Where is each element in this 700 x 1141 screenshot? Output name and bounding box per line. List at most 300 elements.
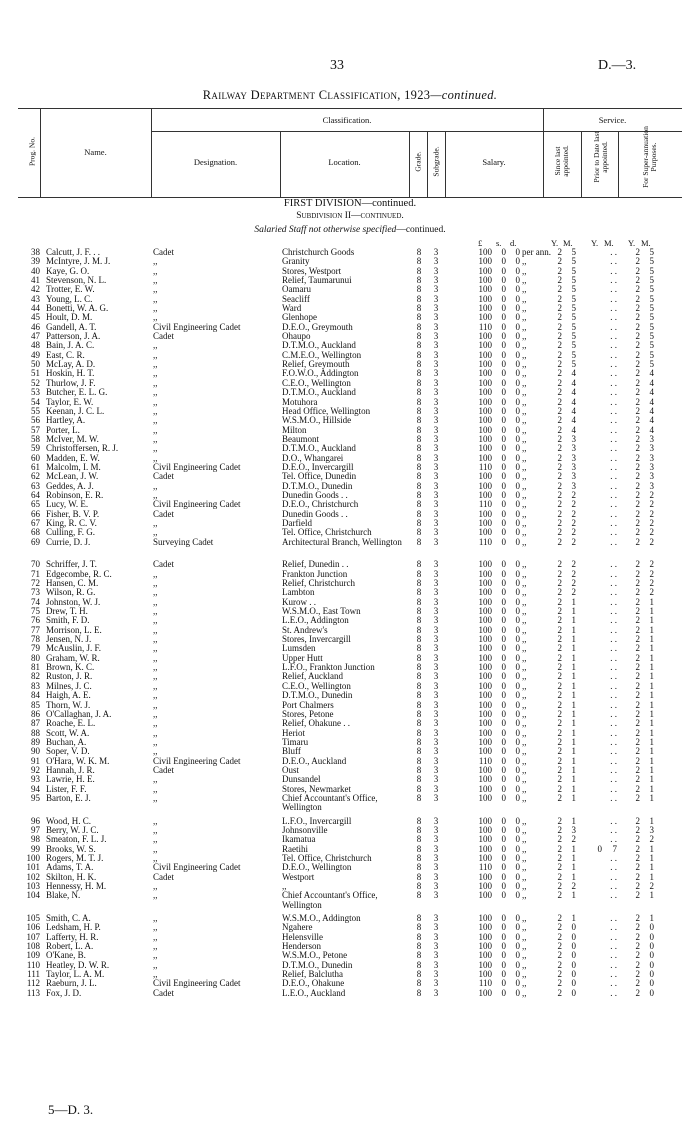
salary-pence-cell: 0 [515, 922, 520, 933]
table-row [0, 285, 700, 294]
salary-pence-cell: 0 [515, 913, 520, 924]
designation-cell: ,, [153, 914, 158, 924]
salary-shillings-cell: 0 [501, 853, 506, 863]
grade-cell: 8 [416, 931, 422, 942]
per-annum-cell: ,, [522, 303, 527, 314]
designation-cell: ,, [153, 285, 158, 295]
prior-months-cell: . . [610, 559, 617, 570]
salary-shillings-cell: 0 [501, 690, 506, 701]
super-months-cell: 1 [649, 871, 654, 882]
name-cell: Robinson, E. R. [46, 490, 104, 500]
prog-no-cell: 84 [31, 690, 40, 701]
designation-cell: ,, [153, 579, 158, 589]
designation-cell: Civil Engineering Cadet [153, 462, 241, 472]
super-years-cell: 2 [635, 834, 640, 845]
grade-cell: 8 [416, 652, 422, 663]
since-years-cell: 2 [557, 708, 562, 719]
grade-cell: 8 [416, 517, 422, 528]
prior-months-cell: . . [610, 690, 617, 701]
grade-cell: 8 [416, 615, 422, 626]
since-months-cell: 2 [571, 578, 576, 589]
per-annum-cell: ,, [522, 624, 527, 635]
table-row [0, 444, 700, 453]
salary-pence-cell: 0 [515, 881, 520, 892]
per-annum-cell: ,, [522, 862, 527, 873]
subgrade-cell: 3 [433, 792, 439, 803]
salary-shillings-cell: 0 [501, 256, 506, 267]
super-years-cell: 2 [635, 377, 640, 388]
since-months-cell: 0 [571, 969, 576, 980]
prior-months-cell: . . [610, 680, 617, 691]
name-cell: Berry, W. J. C. [46, 825, 99, 835]
location-cell: C.M.E.O., Wellington [282, 349, 362, 360]
super-months-cell: 2 [649, 508, 654, 519]
per-annum-cell: ,, [522, 643, 527, 654]
per-annum-cell: ,, [522, 913, 527, 924]
per-annum-cell: ,, [522, 718, 527, 729]
super-years-cell: 2 [635, 890, 640, 901]
prior-months-cell: . . [610, 596, 617, 607]
prog-no-cell: 68 [31, 527, 40, 538]
salary-pounds-cell: 100 [478, 340, 492, 351]
subgrade-cell: 3 [433, 746, 439, 757]
grade-cell: 8 [416, 368, 422, 379]
since-years-cell: 2 [557, 941, 562, 952]
name-cell: O'Hara, W. K. M. [46, 756, 110, 766]
title-continued: —continued. [430, 88, 498, 102]
location-cell: Heriot [282, 727, 305, 738]
salary-pounds-cell: 100 [478, 950, 492, 961]
table-row [0, 482, 700, 491]
name-cell: King, R. C. V. [46, 518, 97, 528]
grade-cell: 8 [416, 349, 422, 360]
per-annum-cell: ,, [522, 764, 527, 775]
header-location: Location. [328, 157, 361, 167]
per-annum-cell: ,, [522, 461, 527, 472]
since-years-cell: 2 [557, 377, 562, 388]
location-cell: Motuhora [282, 396, 318, 407]
super-months-cell: 3 [649, 433, 654, 444]
salary-pence-cell: 0 [515, 774, 520, 785]
salary-pence-cell: 0 [515, 652, 520, 663]
since-years-cell: 2 [557, 405, 562, 416]
since-months-cell: 1 [571, 913, 576, 924]
salary-pounds-cell: 100 [478, 969, 492, 980]
salary-shillings-cell: 0 [501, 471, 506, 482]
per-annum-cell: ,, [522, 699, 527, 710]
subgrade-cell: 3 [433, 303, 439, 314]
grade-cell: 8 [416, 959, 422, 970]
unit-years-super: Y. [628, 238, 636, 248]
staff-heading-italic: Salaried Staff not otherwise specified [254, 225, 397, 235]
location-cell: L.F.O., Frankton Junction [282, 662, 375, 673]
table-row [0, 560, 700, 569]
subgrade-cell: 3 [433, 727, 439, 738]
super-years-cell: 2 [635, 499, 640, 510]
since-years-cell: 2 [557, 671, 562, 682]
since-months-cell: 3 [571, 461, 576, 472]
grade-cell: 8 [416, 871, 422, 882]
name-cell: Raeburn, J. L. [46, 979, 97, 989]
subgrade-cell: 3 [433, 331, 439, 342]
designation-cell: ,, [153, 932, 158, 942]
designation-cell: ,, [153, 369, 158, 379]
name-cell: Young, L. C. [46, 294, 93, 304]
super-years-cell: 2 [635, 559, 640, 570]
super-months-cell: 5 [649, 349, 654, 360]
prog-no-cell: 51 [31, 368, 40, 379]
prog-no-cell: 85 [31, 699, 40, 710]
name-cell: Taylor, L. A. M. [46, 970, 105, 980]
prior-months-cell: . . [610, 359, 617, 370]
name-cell: Roache, E. L. [46, 719, 96, 729]
grade-cell: 8 [416, 480, 422, 491]
header-rule [581, 131, 582, 197]
header-rule [409, 131, 410, 197]
salary-shillings-cell: 0 [501, 978, 506, 989]
since-years-cell: 2 [557, 443, 562, 454]
prog-no-cell: 66 [31, 508, 40, 519]
super-years-cell: 2 [635, 443, 640, 454]
salary-pounds-cell: 100 [478, 508, 492, 519]
location-cell: Relief, Christchurch [282, 578, 355, 589]
header-name: Name. [84, 147, 107, 157]
location-cell: W.S.M.O., East Town [282, 606, 361, 617]
salary-shillings-cell: 0 [501, 443, 506, 454]
salary-pence-cell: 0 [515, 247, 520, 257]
grade-cell: 8 [416, 853, 422, 863]
subgrade-cell: 3 [433, 978, 439, 989]
designation-cell: ,, [153, 528, 158, 538]
table-row [0, 942, 700, 951]
salary-pounds-cell: 100 [478, 489, 492, 500]
super-months-cell: 2 [649, 536, 654, 547]
salary-pence-cell: 0 [515, 671, 520, 682]
salary-pence-cell: 0 [515, 755, 520, 766]
location-cell: D.T.M.O., Auckland [282, 340, 356, 351]
prior-months-cell: . . [610, 881, 617, 892]
super-years-cell: 2 [635, 774, 640, 785]
grade-cell: 8 [416, 824, 422, 835]
super-months-cell: 3 [649, 452, 654, 463]
prog-no-cell: 103 [26, 881, 40, 892]
location-cell: W.S.M.O., Hillside [282, 415, 352, 426]
table-row [0, 757, 700, 766]
per-annum-cell: ,, [522, 824, 527, 835]
name-cell: East, C. R. [46, 350, 85, 360]
super-years-cell: 2 [635, 862, 640, 873]
salary-shillings-cell: 0 [501, 275, 506, 286]
per-annum-cell: ,, [522, 634, 527, 645]
super-years-cell: 2 [635, 708, 640, 719]
subgrade-cell: 3 [433, 508, 439, 519]
super-months-cell: 1 [649, 815, 654, 826]
location-cell: Dunsandel [282, 774, 321, 785]
since-months-cell: 5 [571, 340, 576, 351]
salary-pounds-cell: 100 [478, 349, 492, 360]
super-months-cell: 1 [649, 671, 654, 682]
location-cell: Architectural Branch, Wellington [282, 536, 402, 547]
location-cell: Johnsonville [282, 824, 328, 835]
salary-shillings-cell: 0 [501, 568, 506, 579]
name-cell: Brooks, W. S. [46, 844, 96, 854]
header-salary: Salary. [482, 157, 506, 167]
salary-pounds-cell: 100 [478, 424, 492, 435]
designation-cell: Cadet [153, 509, 174, 519]
per-annum-cell: ,, [522, 559, 527, 570]
salary-pounds-cell: 100 [478, 643, 492, 654]
per-annum-cell: ,, [522, 727, 527, 738]
subgrade-cell: 3 [433, 913, 439, 924]
name-cell: Morrison, L. E. [46, 625, 102, 635]
prior-months-cell: . . [610, 959, 617, 970]
salary-pence-cell: 0 [515, 718, 520, 729]
designation-cell: ,, [153, 481, 158, 491]
grade-cell: 8 [416, 396, 422, 407]
name-cell: Kaye, G. O. [46, 266, 90, 276]
subgrade-cell: 3 [433, 987, 439, 998]
since-months-cell: 3 [571, 471, 576, 482]
subgrade-cell: 3 [433, 424, 439, 435]
grade-cell: 8 [416, 643, 422, 654]
table-row [0, 579, 700, 588]
grade-cell: 8 [416, 978, 422, 989]
grade-cell: 8 [416, 843, 422, 854]
grade-cell: 8 [416, 461, 422, 472]
designation-cell: ,, [153, 700, 158, 710]
super-years-cell: 2 [635, 247, 640, 257]
prog-no-cell: 71 [31, 568, 40, 579]
since-years-cell: 2 [557, 340, 562, 351]
name-cell: Hansen, C. M. [46, 579, 99, 589]
subgrade-cell: 3 [433, 941, 439, 952]
since-years-cell: 2 [557, 293, 562, 304]
location-cell: Head Office, Wellington [282, 405, 371, 416]
salary-pounds-cell: 100 [478, 652, 492, 663]
prior-months-cell: . . [610, 275, 617, 286]
prior-months-cell: . . [610, 396, 617, 407]
prog-no-cell: 96 [31, 815, 40, 826]
subgrade-cell: 3 [433, 624, 439, 635]
since-years-cell: 2 [557, 452, 562, 463]
salary-shillings-cell: 0 [501, 615, 506, 626]
name-cell: Geddes, A. J. [46, 481, 94, 491]
since-months-cell: 2 [571, 508, 576, 519]
since-years-cell: 2 [557, 853, 562, 863]
since-years-cell: 2 [557, 331, 562, 342]
grade-cell: 8 [416, 433, 422, 444]
grade-cell: 8 [416, 489, 422, 500]
prog-no-cell: 63 [31, 480, 40, 491]
super-months-cell: 3 [649, 471, 654, 482]
since-months-cell: 3 [571, 443, 576, 454]
salary-pounds-cell: 100 [478, 746, 492, 757]
grade-cell: 8 [416, 727, 422, 738]
table-row [0, 979, 700, 988]
per-annum-cell: ,, [522, 517, 527, 528]
since-months-cell: 2 [571, 559, 576, 570]
since-months-cell: 5 [571, 303, 576, 314]
designation-cell: ,, [153, 313, 158, 323]
salary-pounds-cell: 100 [478, 471, 492, 482]
prior-months-cell: . . [610, 377, 617, 388]
designation-cell: ,, [153, 719, 158, 729]
location-cell: L.E.O., Auckland [282, 987, 346, 998]
subgrade-cell: 3 [433, 890, 439, 901]
location-cell: St. Andrew's [282, 624, 328, 635]
table-row [0, 426, 700, 435]
per-annum-cell: ,, [522, 377, 527, 388]
prog-no-cell: 69 [31, 536, 40, 547]
name-cell: Lawrie, H. E. [46, 775, 95, 785]
super-months-cell: 3 [649, 443, 654, 454]
grade-cell: 8 [416, 424, 422, 435]
super-months-cell: 1 [649, 643, 654, 654]
location-cell: Raetihi [282, 843, 308, 854]
prior-months-cell: . . [610, 508, 617, 519]
per-annum-cell: ,, [522, 489, 527, 500]
salary-shillings-cell: 0 [501, 527, 506, 538]
since-months-cell: 0 [571, 950, 576, 961]
per-annum-cell: ,, [522, 508, 527, 519]
salary-pounds-cell: 100 [478, 312, 492, 323]
per-annum-cell: ,, [522, 312, 527, 323]
prior-months-cell: . . [610, 293, 617, 304]
name-cell: Trotter, E. W. [46, 285, 95, 295]
grade-cell: 8 [416, 247, 422, 257]
salary-shillings-cell: 0 [501, 662, 506, 673]
location-cell: Relief, Dunedin . . [282, 559, 349, 570]
salary-pounds-cell: 100 [478, 736, 492, 747]
name-cell: Adams, T. A. [46, 863, 94, 873]
designation-cell: ,, [153, 569, 158, 579]
super-years-cell: 2 [635, 662, 640, 673]
salary-pence-cell: 0 [515, 424, 520, 435]
super-years-cell: 2 [635, 508, 640, 519]
super-years-cell: 2 [635, 480, 640, 491]
designation-cell: ,, [153, 597, 158, 607]
super-months-cell: 2 [649, 527, 654, 538]
grade-cell: 8 [416, 624, 422, 635]
name-cell: Hoskin, H. T. [46, 369, 95, 379]
since-months-cell: 4 [571, 377, 576, 388]
grade-cell: 8 [416, 718, 422, 729]
salary-pounds-cell: 100 [478, 959, 492, 970]
grade-cell: 8 [416, 508, 422, 519]
prior-months-cell: . . [610, 792, 617, 803]
location-cell: Lumsden [282, 643, 316, 654]
grade-cell: 8 [416, 764, 422, 775]
since-months-cell: 2 [571, 568, 576, 579]
super-years-cell: 2 [635, 303, 640, 314]
table-row [0, 766, 700, 775]
salary-pence-cell: 0 [515, 433, 520, 444]
grade-cell: 8 [416, 387, 422, 398]
super-years-cell: 2 [635, 634, 640, 645]
prog-no-cell: 54 [31, 396, 40, 407]
prog-no-cell: 49 [31, 349, 40, 360]
prog-no-cell: 91 [31, 755, 40, 766]
salary-pounds-cell: 100 [478, 578, 492, 589]
division-heading: FIRST DIVISION—continued. [283, 198, 417, 209]
prog-no-cell: 50 [31, 359, 40, 370]
location-cell: Relief, Auckland [282, 671, 343, 682]
grade-cell: 8 [416, 690, 422, 701]
prior-months-cell: . . [610, 578, 617, 589]
name-cell: Scott, W. A. [46, 728, 90, 738]
designation-cell: ,, [153, 644, 158, 654]
prior-months-cell: . . [610, 527, 617, 538]
since-years-cell: 2 [557, 634, 562, 645]
salary-shillings-cell: 0 [501, 913, 506, 924]
grade-cell: 8 [416, 293, 422, 304]
prior-months-cell: . . [610, 452, 617, 463]
grade-cell: 8 [416, 606, 422, 617]
super-months-cell: 1 [649, 783, 654, 794]
designation-cell: ,, [153, 625, 158, 635]
grade-cell: 8 [416, 578, 422, 589]
super-years-cell: 2 [635, 415, 640, 426]
designation-cell: ,, [153, 854, 158, 863]
table-row [0, 710, 700, 719]
super-months-cell: 1 [649, 862, 654, 873]
table-row [0, 719, 700, 728]
super-months-cell: 5 [649, 331, 654, 342]
salary-shillings-cell: 0 [501, 950, 506, 961]
per-annum-cell: ,, [522, 746, 527, 757]
salary-shillings-cell: 0 [501, 452, 506, 463]
salary-pounds-cell: 100 [478, 815, 492, 826]
per-annum-cell: ,, [522, 284, 527, 295]
location-cell: W.S.M.O., Addington [282, 913, 361, 924]
super-months-cell: 0 [649, 959, 654, 970]
designation-cell: ,, [153, 453, 158, 463]
salary-pence-cell: 0 [515, 499, 520, 510]
since-years-cell: 2 [557, 596, 562, 607]
per-annum-cell: ,, [522, 265, 527, 276]
super-months-cell: 1 [649, 624, 654, 635]
prior-months-cell: . . [610, 321, 617, 332]
super-months-cell: 1 [649, 764, 654, 775]
prog-no-cell: 41 [31, 275, 40, 286]
name-cell: Ledsham, H. P. [46, 923, 101, 933]
salary-pounds-cell: 100 [478, 824, 492, 835]
designation-cell: ,, [153, 970, 158, 980]
subgrade-cell: 3 [433, 568, 439, 579]
since-years-cell: 2 [557, 489, 562, 500]
salary-shillings-cell: 0 [501, 736, 506, 747]
name-cell: Milnes, J. C. [46, 681, 92, 691]
salary-shillings-cell: 0 [501, 931, 506, 942]
designation-cell: ,, [153, 266, 158, 276]
grade-cell: 8 [416, 275, 422, 286]
grade-cell: 8 [416, 256, 422, 267]
salary-pence-cell: 0 [515, 662, 520, 673]
per-annum-cell: ,, [522, 349, 527, 360]
per-annum-cell: ,, [522, 671, 527, 682]
name-cell: Rogers, M. T. J. [46, 854, 104, 863]
salary-shillings-cell: 0 [501, 461, 506, 472]
grade-cell: 8 [416, 881, 422, 892]
per-annum-cell: ,, [522, 578, 527, 589]
prior-months-cell: . . [610, 853, 617, 863]
salary-pounds-cell: 100 [478, 624, 492, 635]
since-years-cell: 2 [557, 527, 562, 538]
salary-pence-cell: 0 [515, 587, 520, 598]
prog-no-cell: 43 [31, 293, 40, 304]
name-cell: Malcolm, I. M. [46, 462, 101, 472]
salary-pence-cell: 0 [515, 387, 520, 398]
